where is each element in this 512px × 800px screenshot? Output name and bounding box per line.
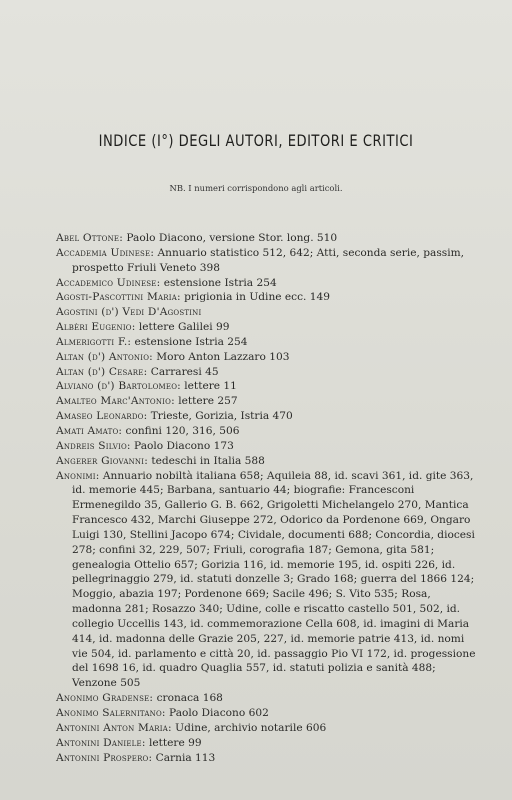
index-entry: [56, 276, 478, 291]
index-entry: [56, 469, 478, 692]
entry-name: Amaseo Leonardo:: [56, 410, 148, 423]
entry-name: Amalteo Marc'Antonio:: [56, 395, 175, 408]
index-entry: [56, 231, 478, 246]
entry-text: cronaca 168: [153, 692, 223, 705]
index-entry: [56, 379, 478, 394]
entry-name: Anonimo Gradense:: [56, 692, 154, 705]
index-entry: [56, 691, 478, 706]
index-entry: [56, 394, 478, 409]
index-entry: [56, 424, 478, 439]
index-entry: [56, 751, 478, 766]
entry-name: Altan (d') Antonio:: [56, 350, 153, 363]
index-entry: [56, 721, 478, 736]
entry-text: lettere Galilei 99: [135, 321, 230, 334]
entry-name: Antonini Daniele:: [56, 736, 146, 749]
entry-text: Paolo Diacono, versione Stor. long. 510: [123, 232, 338, 244]
entry-text: Paolo Diacono 173: [130, 439, 234, 452]
index-entry: [56, 320, 478, 335]
index-entry: [56, 290, 478, 305]
index-entry: [56, 365, 478, 380]
index-entry: [56, 454, 478, 469]
entry-name: Angerer Giovanni:: [56, 454, 148, 467]
entry-text: estensione Istria 254: [160, 276, 277, 289]
entry-name: Antonini Anton Maria:: [56, 721, 172, 734]
entry-name: Amati Amato:: [56, 424, 123, 437]
entry-text: prigionia in Udine ecc. 149: [180, 291, 330, 304]
index-entry: [56, 439, 478, 454]
entry-text: Annuario statistico 512, 642; Atti, seconda serie, passim, prospetto Friuli Veneto 398: [72, 246, 464, 274]
index-title: INDICE (I°) DEGLI AUTORI, EDITORI E CRITICI: [98, 131, 414, 150]
index-entry: [56, 706, 478, 721]
index-entries: [56, 231, 478, 765]
entry-text: Paolo Diacono 602: [165, 707, 269, 719]
entry-text: Carnia 113: [152, 751, 216, 764]
entry-text: lettere 99: [145, 736, 202, 749]
index-entry: [56, 335, 478, 350]
entry-text: lettere 11: [180, 380, 237, 393]
entry-name: Alviano (d') Bartolomeo:: [56, 380, 181, 393]
entry-name: Altan (d') Cesare:: [56, 365, 148, 378]
entry-text: Carraresi 45: [147, 365, 219, 378]
entry-text: estensione Istria 254: [131, 335, 248, 348]
index-entry: [56, 305, 478, 320]
entry-name: Antonini Prospero:: [56, 751, 153, 764]
entry-text: tedeschi in Italia 588: [147, 454, 265, 467]
entry-text: Udine, archivio notarile 606: [171, 721, 327, 734]
entry-text: Moro Anton Lazzaro 103: [152, 350, 290, 363]
index-entry: [56, 409, 478, 424]
entry-name: Accademia Udinese:: [56, 246, 155, 259]
entry-name: Abel Ottone:: [56, 232, 124, 244]
entry-name: Almerigotti F.:: [56, 335, 132, 348]
entry-name: Agosti-Pascottini Maria:: [56, 291, 181, 304]
entry-name: Andreis Silvio:: [56, 439, 131, 452]
entry-text: Annuario nobiltà italiana 658; Aquileia 88, id. scavi 361, id. gite 363, id. memorie 445; Barbana, santuario 44; biografie: Francesconi Ermenegildo 35, Gallerio G. B. 662, Grigoletti Michelangelo 270, Mantica Francesco 432, Marchi Giuseppe 272, Odorico da Pordenone 669, Ongaro Luigi 130, Stellini Jacopo 674; Cividale, documenti 688; Concordia, diocesi 278; confini 32, 229, 507; Friuli, corografia 187; Gemona, gita 581; genealogia Ottelio 657; Gorizia 116, id. memorie 195, id. ospiti 226, id. pellegrinaggio 279, id. statuti donzelle 3; Grado 168; guerra del 1866 124; Moggio, abazia 197; Pordenone 669; Sacile 496; S. Vito 535; Rosa, madonna 281; Rosazzo 340; Udine, colle e riscatto castello 501, 502, id. collegio Uccellis 143, id. commemorazione Cella 608, id. imagini di Maria 414, id. madonna delle Grazie 205, 227, id. memorie patrie 413, id. nomi vie 504, id. parlamento e città 20, id. passaggio Pio VI 172, id. progessione del 1698 16, id. quadro Quaglia 557, id. statuti polizia e sanità 488; Venzone 505: [72, 469, 476, 690]
index-note: NB. I numeri corrispondono agli articoli.: [169, 183, 343, 193]
entry-text: lettere 257: [174, 395, 238, 408]
entry-name: Anonimi:: [56, 469, 100, 482]
entry-name: Albèri Eugenio:: [56, 321, 136, 334]
entry-text: confini 120, 316, 506: [122, 424, 240, 437]
index-entry: [56, 350, 478, 365]
entry-name: Accademico Udinese:: [56, 276, 161, 289]
entry-name: Anonimo Salernitano:: [56, 707, 166, 719]
entry-name: Agostini (d') Vedi D'Agostini: [56, 306, 202, 319]
index-entry: [56, 736, 478, 751]
entry-text: Trieste, Gorizia, Istria 470: [147, 410, 293, 423]
index-entry: [56, 246, 478, 276]
